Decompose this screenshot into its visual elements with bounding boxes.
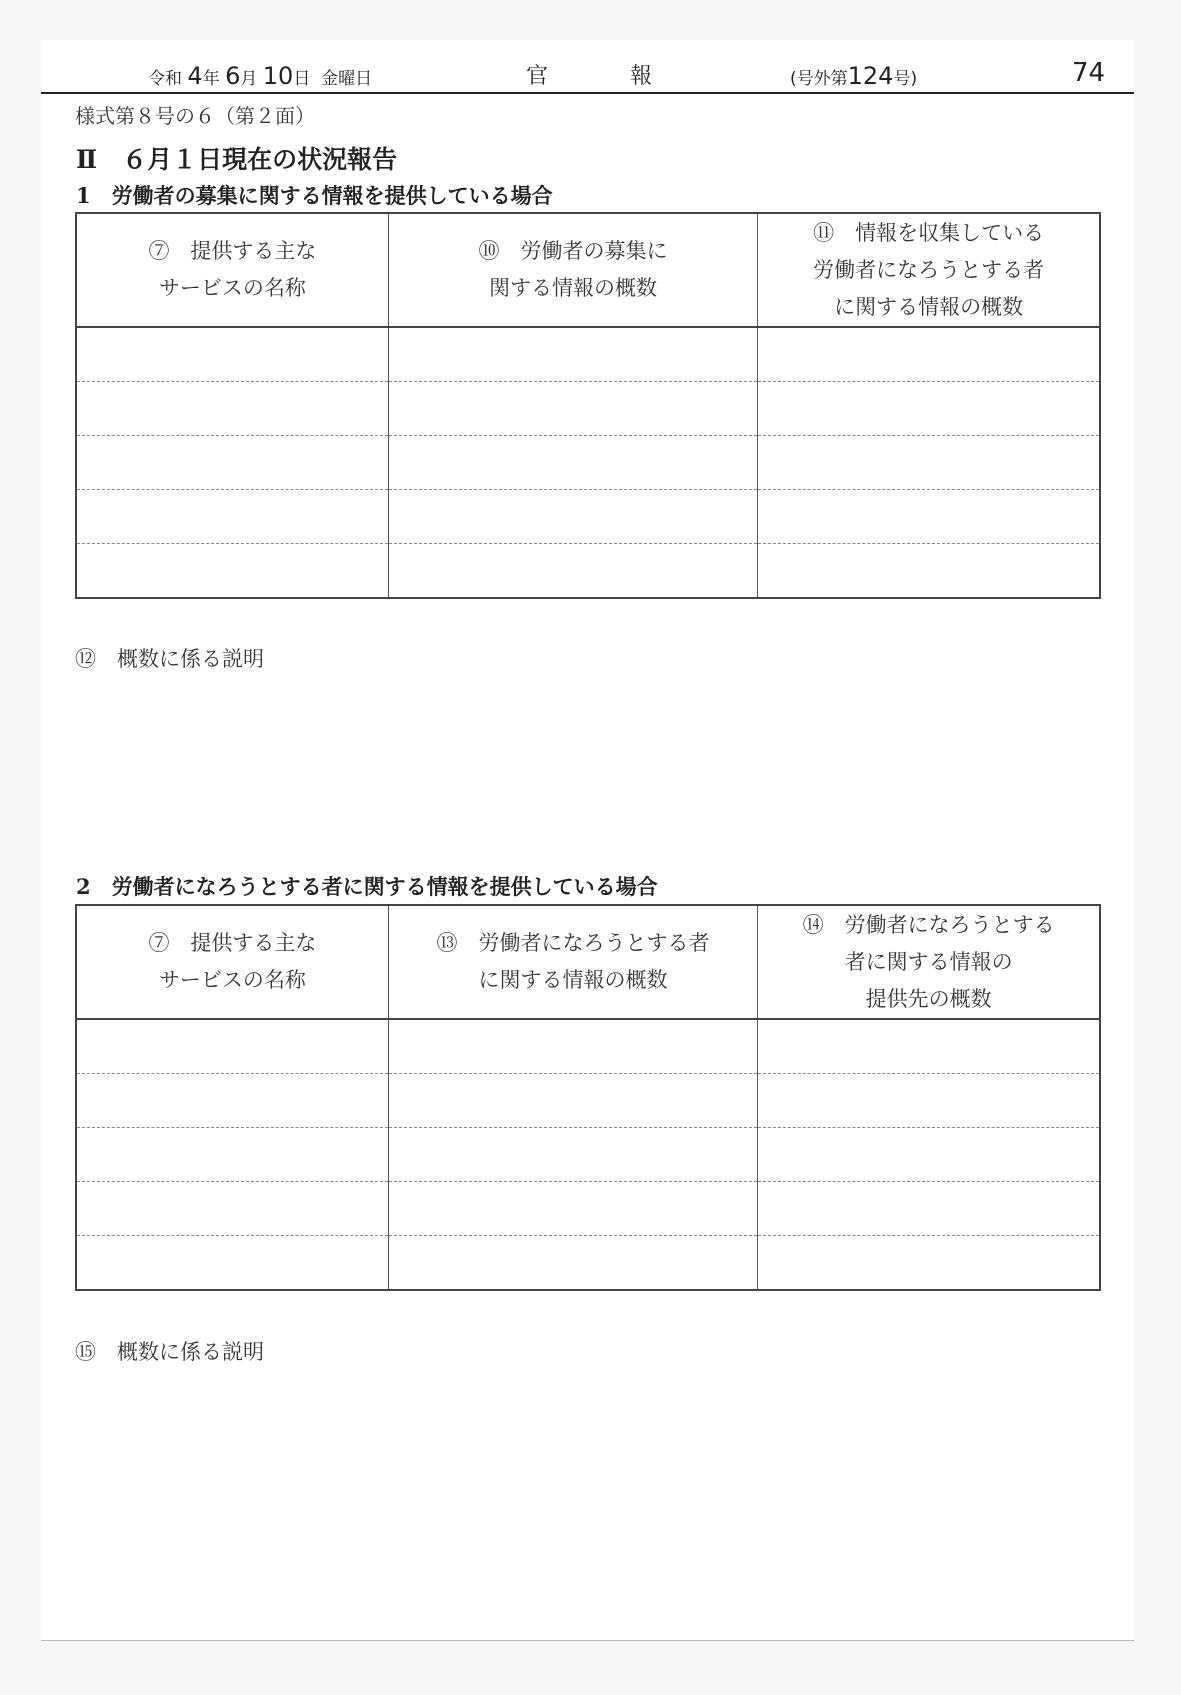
year: 4 [187,62,203,90]
month: 6 [225,62,241,90]
table-cell[interactable] [388,490,757,544]
header-date [148,62,372,90]
header-text-line: サービスの名称 [158,968,306,992]
table-header-row [76,905,1100,1019]
table-row [76,1074,1100,1128]
era: 令和 [148,69,182,89]
header-text-line: ⑦ 提供する主な [148,239,317,263]
table-row [76,1128,1100,1182]
table-row [76,1019,1100,1074]
column-header-collected-count [758,213,1100,327]
page-number: 74 [1072,58,1106,88]
header-text-line: に関する情報の概数 [834,294,1024,319]
table-cell[interactable] [76,382,388,436]
part1-note-label: ⑫ 概数に係る説明 [75,647,264,671]
issue-value: 124 [847,62,894,90]
header-text-line: ⑭ 労働者になろうとする [802,912,1055,937]
table-row [76,490,1100,544]
month-unit: 月 [240,69,258,89]
table-cell[interactable] [758,544,1100,599]
table-cell[interactable] [76,1236,388,1291]
header-text-line: ⑦ 提供する主な [148,931,317,955]
table-cell[interactable] [758,1182,1100,1236]
table-cell[interactable] [388,544,757,599]
table-header-row [76,213,1100,327]
table-cell[interactable] [758,1019,1100,1074]
column-header-recipient-count [758,905,1100,1019]
column-header-service-name [76,213,388,327]
header-text-line: 労働者になろうとする者 [813,257,1045,282]
header-text-line: ⑩ 労働者の募集に [478,239,668,263]
issue-prefix: (号外第 [790,69,848,89]
table-cell[interactable] [76,1019,388,1074]
day-unit: 日 [293,69,311,89]
header-text-line: 提供先の概数 [865,986,992,1011]
table-row [76,382,1100,436]
part2-title: 2 労働者になろうとする者に関する情報を提供している場合 [76,874,658,899]
table-cell[interactable] [76,490,388,544]
table-cell[interactable] [388,1019,757,1074]
table-row [76,544,1100,599]
year-unit: 年 [202,69,220,89]
issue-suffix: 号) [893,69,918,89]
table-row [76,1236,1100,1291]
table-cell[interactable] [758,490,1100,544]
table-row [76,327,1100,382]
column-header-service-name [76,905,388,1019]
table-cell[interactable] [758,1128,1100,1182]
header-text-line: に関する情報の概数 [478,968,668,992]
table-cell[interactable] [76,1074,388,1128]
header-text-line: サービスの名称 [158,276,306,300]
table-cell[interactable] [758,327,1100,382]
footer-rule [41,1640,1134,1641]
table-cell[interactable] [388,1074,757,1128]
column-header-jobseeker-info-count [388,905,757,1019]
publication-name-2: 報 [630,64,653,89]
part1-table [75,212,1101,599]
table-cell[interactable] [76,1182,388,1236]
issue-number [790,62,917,90]
publication-name-1: 官 [526,64,549,89]
table-row [76,1182,1100,1236]
part2-note-label: ⑮ 概数に係る説明 [75,1340,264,1364]
form-label: 様式第８号の６（第２面） [75,104,315,128]
part2-table [75,904,1101,1291]
table-cell[interactable] [758,1074,1100,1128]
table-cell[interactable] [76,1128,388,1182]
table-cell[interactable] [758,382,1100,436]
weekday: 金曜日 [321,69,373,89]
section-title: Ⅱ ６月１日現在の状況報告 [76,145,398,174]
table-cell[interactable] [758,436,1100,490]
table-row [76,436,1100,490]
table-cell[interactable] [388,1236,757,1291]
table-cell[interactable] [758,1236,1100,1291]
table-cell[interactable] [388,327,757,382]
header-text-line: ⑪ 情報を収集している [813,220,1045,245]
part1-title: 1 労働者の募集に関する情報を提供している場合 [76,183,553,208]
table-cell[interactable] [76,327,388,382]
table-cell[interactable] [388,436,757,490]
table-cell[interactable] [388,1128,757,1182]
table-cell[interactable] [388,1182,757,1236]
header-text-line: ⑬ 労働者になろうとする者 [436,931,710,955]
table-cell[interactable] [388,382,757,436]
day: 10 [262,62,294,90]
header-text-line: 者に関する情報の [844,949,1013,974]
column-header-recruitment-count [388,213,757,327]
header-rule [41,92,1134,94]
table-cell[interactable] [76,436,388,490]
header-text-line: 関する情報の概数 [489,276,658,300]
table-cell[interactable] [76,544,388,599]
